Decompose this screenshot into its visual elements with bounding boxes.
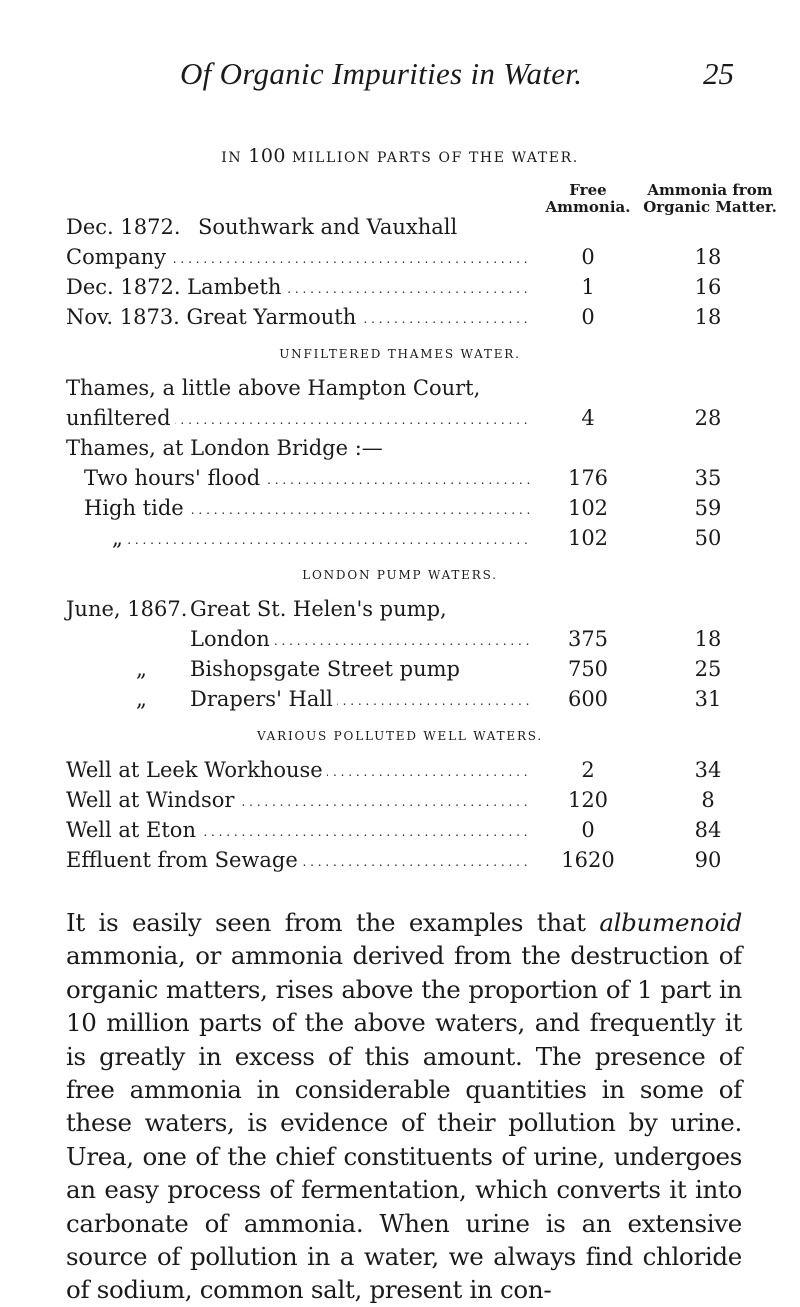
organic-ammonia-value: 8 <box>701 788 715 812</box>
caption-number: 100 <box>248 145 286 167</box>
row-date-prefix: Dec. 1872. <box>66 215 181 239</box>
column-header-free-ammonia <box>538 182 638 216</box>
row-label <box>66 755 530 785</box>
organic-ammonia-value: 25 <box>694 657 722 681</box>
running-head <box>0 56 800 96</box>
row-label-text: „ <box>112 526 127 550</box>
row-label-text: High tide <box>84 496 188 520</box>
body-paragraph <box>66 906 742 1307</box>
table-row <box>0 845 800 875</box>
free-ammonia-value: 1620 <box>561 848 615 872</box>
table-row <box>0 403 800 433</box>
table-row <box>0 302 800 332</box>
row-label-text: Thames, a little above Hampton Court, <box>66 376 484 400</box>
organic-ammonia-value: 34 <box>694 758 722 782</box>
row-label <box>190 654 560 684</box>
row-label-text: Great St. Helen's pump, <box>190 597 451 621</box>
section-title: LONDON PUMP WATERS. <box>302 568 498 582</box>
row-label-text: Nov. 1873. Great Yarmouth <box>66 305 360 329</box>
row-label <box>190 594 560 624</box>
free-ammonia-value: 1 <box>581 275 595 299</box>
table-caption <box>0 145 800 167</box>
free-ammonia-value: 0 <box>581 245 595 269</box>
row-label <box>66 373 560 403</box>
table-row <box>0 815 800 845</box>
table-row <box>0 755 800 785</box>
organic-ammonia-value: 90 <box>694 848 722 872</box>
row-label-text: Drapers' Hall <box>190 687 337 711</box>
free-ammonia-value: 2 <box>581 758 595 782</box>
organic-ammonia-value: 18 <box>694 305 722 329</box>
column-header-free-line2: Ammonia. <box>545 198 631 216</box>
free-ammonia-value: 4 <box>581 406 595 430</box>
row-label-text: Thames, at London Bridge :— <box>66 436 387 460</box>
section-title: UNFILTERED THAMES WATER. <box>279 347 521 361</box>
row-label <box>84 493 530 523</box>
page-number: 25 <box>703 56 734 91</box>
table-row <box>0 212 800 242</box>
free-ammonia-value: 750 <box>567 657 609 681</box>
free-ammonia-value: 102 <box>567 496 609 520</box>
table-row <box>0 272 800 302</box>
section-title: VARIOUS POLLUTED WELL WATERS. <box>257 729 543 743</box>
row-date-prefix: June, 1867. <box>66 597 188 621</box>
column-header-organic-line1: Ammonia from <box>647 181 773 199</box>
table-row <box>0 373 800 403</box>
organic-ammonia-value: 59 <box>694 496 722 520</box>
row-label-text: Well at Eton <box>66 818 200 842</box>
paragraph-emphasis: albumenoid <box>599 908 742 937</box>
row-label-text: Well at Windsor <box>66 788 238 812</box>
free-ammonia-value: 375 <box>567 627 609 651</box>
table-row <box>0 684 800 714</box>
row-label <box>66 272 530 302</box>
row-label <box>66 302 530 332</box>
table-row <box>0 785 800 815</box>
table-row <box>0 493 800 523</box>
row-date-prefix: „ <box>136 657 147 681</box>
row-label <box>112 523 530 553</box>
row-label-text: Southwark and Vauxhall <box>198 215 461 239</box>
organic-ammonia-value: 50 <box>694 526 722 550</box>
row-date-prefix: „ <box>136 687 147 711</box>
row-label <box>190 684 530 714</box>
row-label <box>190 624 530 654</box>
row-label <box>198 212 560 242</box>
row-label <box>84 463 530 493</box>
row-label-text: unfiltered <box>66 406 175 430</box>
table-row <box>0 594 800 624</box>
row-label <box>66 433 560 463</box>
row-label-text: Dec. 1872. Lambeth <box>66 275 285 299</box>
column-header-organic-ammonia <box>640 182 780 216</box>
row-label <box>66 815 530 845</box>
organic-ammonia-value: 28 <box>694 406 722 430</box>
paragraph-text-rest: ammonia, or ammonia derived from the destruction of organic matters, rises above the proportion of 1 part in 10 million parts of the above waters, and frequently it is greatly in excess of this amount. The presence of free ammonia in considerable quantities in some of these waters, is evidence of their pollution by urine. Urea, one of the chief constituents of urine, undergoes an easy process of fermentation, which converts it into carbonate of ammonia. When urine is an extensive source of pollution in a water, we always find chloride of sodium, common salt, present in con- <box>66 941 742 1305</box>
paragraph-text-start: It is easily seen from the examples that <box>66 908 600 937</box>
organic-ammonia-value: 18 <box>694 627 722 651</box>
running-title: Of Organic Impurities in Water. <box>180 56 583 91</box>
free-ammonia-value: 120 <box>567 788 609 812</box>
row-label-text: Well at Leek Workhouse <box>66 758 327 782</box>
table-row <box>0 433 800 463</box>
row-label-text: London <box>190 627 274 651</box>
row-label-text: Company <box>66 245 170 269</box>
table-row <box>0 242 800 272</box>
table-row <box>0 624 800 654</box>
row-label <box>66 403 530 433</box>
free-ammonia-value: 176 <box>567 466 609 490</box>
free-ammonia-value: 0 <box>581 305 595 329</box>
organic-ammonia-value: 84 <box>694 818 722 842</box>
caption-suffix: MILLION PARTS OF THE WATER. <box>286 150 579 166</box>
organic-ammonia-value: 18 <box>694 245 722 269</box>
table-row <box>0 463 800 493</box>
table-row <box>0 523 800 553</box>
row-label-text: Effluent from Sewage <box>66 848 302 872</box>
free-ammonia-value: 102 <box>567 526 609 550</box>
table-row <box>0 654 800 684</box>
column-header-free-line1: Free <box>569 181 607 199</box>
row-label-text: Two hours' flood <box>84 466 264 490</box>
free-ammonia-value: 600 <box>567 687 609 711</box>
row-label <box>66 845 530 875</box>
column-header-organic-line2: Organic Matter. <box>643 198 777 216</box>
row-label <box>66 785 530 815</box>
free-ammonia-value: 0 <box>581 818 595 842</box>
row-label <box>66 242 530 272</box>
organic-ammonia-value: 35 <box>694 466 722 490</box>
row-label-text: Bishopsgate Street pump <box>190 657 464 681</box>
caption-prefix: IN <box>221 150 249 166</box>
organic-ammonia-value: 31 <box>694 687 722 711</box>
organic-ammonia-value: 16 <box>694 275 722 299</box>
